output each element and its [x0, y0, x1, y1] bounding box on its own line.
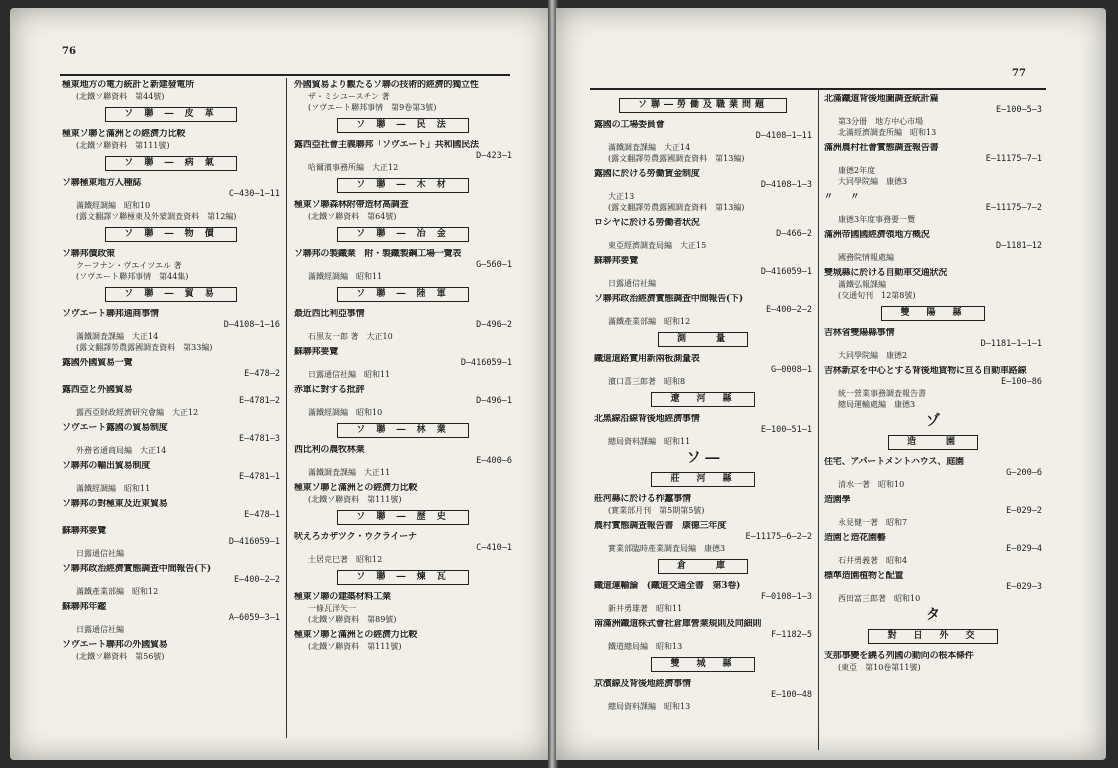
catalog-entry — [62, 564, 280, 597]
entry-detail: 西田富三郎著 昭和10 — [838, 594, 921, 603]
entry-detail: 清水一著 昭和10 — [838, 480, 905, 489]
entry-detail: (露文翻譯勞農露國調査資料 第13編) — [608, 154, 745, 163]
entry-title: 露西亞社會主義聯邦「ソヴエート」共和國民法 — [294, 140, 479, 150]
column-divider — [286, 78, 287, 738]
call-number: D―1181―12 — [824, 241, 1042, 252]
left-page-column-2 — [294, 80, 512, 657]
section-heading — [62, 227, 280, 242]
entry-detail: 滿鐵弘報課編 — [838, 280, 886, 289]
call-number: D―416059―1 — [62, 537, 280, 548]
call-number: D―4108―1―11 — [594, 131, 812, 142]
call-number: E―100―86 — [824, 377, 1042, 388]
section-heading-label: ソ 聯 ― 冶 金 — [337, 227, 469, 242]
entry-detail: (北鐵ソ聯資料 第44號) — [76, 92, 165, 101]
section-heading-label: 雙 城 縣 — [651, 657, 754, 672]
entry-title: ソ聯邦價政策 — [62, 249, 115, 259]
entry-title: 滿洲帝國國經濟領地方概況 — [824, 230, 930, 240]
catalog-entry — [62, 640, 280, 662]
entry-title: 造園學 — [824, 495, 851, 505]
entry-detail: (實業部月刊 第5期第5號) — [608, 506, 705, 515]
call-number: D―1181―1―1―1 — [824, 339, 1042, 350]
entry-detail: 石井勇義著 昭和4 — [838, 556, 908, 565]
entry-title: 外國貿易より觀たるソ聯の技術的經濟的獨立性 — [294, 80, 479, 90]
entry-detail: (露文翻譯勞農露國調査資料 第13編) — [608, 203, 745, 212]
catalog-entry — [294, 445, 512, 478]
entry-detail: 大同學院編 康德3 — [838, 177, 908, 186]
top-rule — [60, 74, 510, 76]
entry-detail: 日露通信社編 — [76, 549, 124, 558]
entry-title: 吉林新京を中心とする背後地貨物に亘る自動車路線 — [824, 366, 1027, 376]
entry-detail: ザ・ミシユースチン 著 — [308, 92, 390, 101]
column-divider — [818, 90, 819, 750]
entry-title: 蘇聯邦要覽 — [62, 526, 107, 536]
section-heading-label: ソ 聯 ― 煉 瓦 — [337, 570, 469, 585]
call-number: D―416059―1 — [294, 358, 512, 369]
section-heading — [824, 306, 1042, 321]
entry-title: 鐵道運輸論 (鐵道交通全書 第3卷) — [594, 581, 741, 591]
entry-detail: 康德3年度事務要一覽 — [838, 215, 916, 224]
call-number: D―4108―1―16 — [62, 320, 280, 331]
entry-detail: (東亞 第10卷第11號) — [838, 663, 921, 672]
catalog-entry — [62, 526, 280, 559]
catalog-entry — [294, 483, 512, 505]
call-number: D―466―2 — [594, 229, 812, 240]
section-heading — [294, 178, 512, 193]
entry-title: 露國外國貿易一覽 — [62, 358, 133, 368]
section-heading — [594, 392, 812, 407]
call-number: G―0008―1 — [594, 365, 812, 376]
entry-title: ソ聯邦の輸出貿易制度 — [62, 461, 151, 471]
call-number: E―400―2―2 — [594, 305, 812, 316]
entry-detail: 外務省通商局編 大正14 — [76, 446, 167, 455]
section-heading-label: 莊 河 縣 — [651, 472, 754, 487]
section-heading-label: 遼 河 縣 — [651, 392, 754, 407]
entry-title: ソヴエート聯邦の外國貿易 — [62, 640, 168, 650]
entry-detail: 滿鐵調査課編 大正14 — [608, 143, 691, 152]
section-heading — [62, 287, 280, 302]
catalog-entry — [62, 385, 280, 418]
entry-detail: 大同學院編 康德2 — [838, 351, 908, 360]
call-number: E―11175―6―2―2 — [594, 532, 812, 543]
entry-title: 住宅、アパートメントハウス、庭園 — [824, 457, 964, 467]
entry-title: ソ聯邦政治經濟實態調査中間報告(下) — [594, 294, 743, 304]
entry-detail: 總局資料課編 昭和11 — [608, 437, 691, 446]
right-page-column-2 — [824, 94, 1042, 678]
entry-title: 滿洲農村社會實態調査報告書 — [824, 143, 939, 153]
entry-detail: (露文翻譯勞農露國調査資料 第33編) — [76, 343, 213, 352]
entry-title: 極東ソ聯と滿洲との經濟力比較 — [294, 630, 418, 640]
entry-title: ソヴエート聯邦通商事情 — [62, 309, 159, 319]
catalog-entry — [824, 268, 1042, 301]
section-heading — [594, 472, 812, 487]
catalog-entry — [594, 294, 812, 327]
catalog-entry — [62, 461, 280, 494]
entry-detail: 滿鐵產業部編 昭和12 — [608, 317, 691, 326]
entry-title: 造園と造花園藝 — [824, 533, 886, 543]
catalog-entry — [594, 120, 812, 164]
kana-index-heading: タ — [926, 607, 940, 623]
call-number: D―4108―1―3 — [594, 180, 812, 191]
call-number: E―4781―1 — [62, 472, 280, 483]
call-number: C―430―1―11 — [62, 189, 280, 200]
catalog-entry — [594, 679, 812, 712]
section-heading-label: ソ 聯 ― 林 業 — [337, 423, 469, 438]
catalog-entry — [594, 581, 812, 614]
entry-title: 極東ソ聯と滿洲との經濟力比較 — [62, 129, 186, 139]
catalog-entry — [824, 457, 1042, 490]
entry-title: 莊河縣に於ける柞蠶事情 — [594, 494, 691, 504]
entry-detail: (ソヴエート聯邦事情 第9卷第3號) — [308, 103, 437, 112]
entry-detail: (北鐵ソ聯資料 第56號) — [76, 652, 165, 661]
entry-detail: 國務院情報處編 — [838, 253, 894, 262]
catalog-entry — [824, 366, 1042, 410]
section-heading-label: 倉 庫 — [658, 559, 748, 574]
entry-detail: (北鐵ソ聯資料 第111號) — [308, 495, 402, 504]
catalog-entry — [594, 521, 812, 554]
catalog-entry — [294, 592, 512, 625]
entry-detail: 實業部臨時產業調査局編 康德3 — [608, 544, 726, 553]
section-heading-label: ソ 聯 ― 病 氣 — [105, 156, 237, 171]
catalog-entry — [824, 230, 1042, 263]
entry-detail: 哈爾濱事務所編 大正12 — [308, 163, 399, 172]
call-number: D―496―1 — [294, 396, 512, 407]
catalog-entry — [294, 309, 512, 342]
entry-detail: 滿鐵產業部編 昭和12 — [76, 587, 159, 596]
entry-title: 極東ソ聯と滿洲との經濟力比較 — [294, 483, 418, 493]
entry-detail: 滿鐵經調編 昭和10 — [308, 408, 383, 417]
catalog-entry — [62, 80, 280, 102]
right-page-column-1 — [594, 94, 812, 717]
entry-detail: 康德2年度 — [838, 166, 876, 175]
call-number: E―4781―2 — [62, 396, 280, 407]
section-heading — [824, 629, 1042, 644]
entry-title: 蘇聯邦要覽 — [594, 256, 639, 266]
entry-detail: (北鐵ソ聯資料 第111號) — [76, 141, 170, 150]
section-heading — [594, 657, 812, 672]
entry-detail: 露西亞財政經濟研究會編 大正12 — [76, 408, 199, 417]
section-heading — [294, 510, 512, 525]
entry-detail: 新井勇雄著 昭和11 — [608, 604, 683, 613]
entry-detail: (北鐵ソ聯資料 第111號) — [308, 642, 402, 651]
section-heading — [294, 287, 512, 302]
entry-detail: 日露通信社編 — [76, 625, 124, 634]
entry-title: 北滿鐵道背後地圖調査統計篇 — [824, 94, 939, 104]
entry-detail: 滿鐵經調編 昭和11 — [308, 272, 383, 281]
entry-title: 極東ソ聯森林附帶造材高調査 — [294, 200, 409, 210]
catalog-entry — [294, 140, 512, 173]
entry-title: 南滿洲鐵道株式會社倉庫營業規則及同細則 — [594, 619, 762, 629]
kana-index-heading: ゾ — [926, 413, 940, 429]
entry-title: 吉林省雙陽縣事情 — [824, 328, 895, 338]
call-number: E―478―2 — [62, 369, 280, 380]
entry-title: 〃 〃 — [824, 192, 860, 202]
entry-detail: 土居克巳著 昭和12 — [308, 555, 383, 564]
catalog-entry — [62, 249, 280, 282]
section-heading-label: ソ 聯 ― 陸 軍 — [337, 287, 469, 302]
section-heading-label: 造 園 — [888, 435, 978, 450]
entry-detail: 總局運輸處編 康德3 — [838, 400, 916, 409]
entry-detail: 日露通信社編 — [608, 279, 656, 288]
catalog-entry — [62, 358, 280, 380]
entry-title: 最近西比利亞事情 — [294, 309, 365, 319]
catalog-entry — [294, 630, 512, 652]
entry-title: 京濱線及背後地經濟事情 — [594, 679, 691, 689]
call-number: A―6059―3―1 — [62, 613, 280, 624]
catalog-entry — [294, 532, 512, 565]
entry-detail: 總局資料課編 昭和13 — [608, 702, 691, 711]
section-heading-label: ソ 聯 ― 木 材 — [337, 178, 469, 193]
section-heading-label: ソ 聯 ― 皮 革 — [105, 107, 237, 122]
entry-detail: 日露通信社編 昭和11 — [308, 370, 391, 379]
catalog-entry — [294, 80, 512, 113]
call-number: G―200―6 — [824, 468, 1042, 479]
call-number: E―100―48 — [594, 690, 812, 701]
catalog-entry — [824, 94, 1042, 138]
catalog-entry — [594, 354, 812, 387]
catalog-entry — [62, 602, 280, 635]
section-heading — [294, 423, 512, 438]
call-number: E―400―2―2 — [62, 575, 280, 586]
catalog-entry — [294, 200, 512, 222]
call-number: E―029―2 — [824, 506, 1042, 517]
entry-detail: (北鐵ソ聯資料 第89號) — [308, 615, 397, 624]
catalog-entry — [594, 619, 812, 652]
entry-detail: クーフナン・ヴエイツエル 著 — [76, 261, 182, 270]
entry-title: 北黑線沿線背後地經濟事情 — [594, 414, 700, 424]
entry-detail: 統一營業事務調査報告書 — [838, 389, 926, 398]
catalog-entry — [62, 499, 280, 521]
call-number: E―029―4 — [824, 544, 1042, 555]
section-heading — [62, 107, 280, 122]
section-heading — [594, 559, 812, 574]
call-number: D―416059―1 — [594, 267, 812, 278]
catalog-entry — [594, 414, 812, 447]
catalog-entry — [294, 249, 512, 282]
catalog-entry — [62, 309, 280, 353]
entry-title: 支那事變を繞る列國の動向の根本條件 — [824, 651, 974, 661]
call-number: E―100―5―3 — [824, 105, 1042, 116]
entry-title: 露國の工場委員會 — [594, 120, 665, 130]
entry-title: 蘇聯邦年鑑 — [62, 602, 107, 612]
right-page — [556, 8, 1106, 760]
entry-title: ソ聯邦の對極東及近東貿易 — [62, 499, 168, 509]
catalog-entry — [294, 385, 512, 418]
call-number: E―4781―3 — [62, 434, 280, 445]
call-number: E―11175―7―1 — [824, 154, 1042, 165]
entry-detail: 滿鐵經調編 昭和11 — [76, 484, 151, 493]
entry-title: 極東地方の電力統計と新建發電所 — [62, 80, 195, 90]
entry-title: 赤軍に對する批評 — [294, 385, 365, 395]
catalog-entry — [824, 651, 1042, 673]
entry-detail: 永見健一著 昭和7 — [838, 518, 908, 527]
section-heading — [294, 118, 512, 133]
section-heading-label: ソ 聯 ― 物 價 — [105, 227, 237, 242]
page-number: 77 — [1012, 68, 1026, 79]
catalog-entry — [62, 129, 280, 151]
catalog-entry — [62, 423, 280, 456]
left-page-column-1 — [62, 80, 280, 667]
entry-detail: 一條瓦洋矢一 — [308, 604, 356, 613]
section-heading-label: 測 量 — [658, 332, 748, 347]
catalog-entry — [62, 178, 280, 222]
entry-title: 鐵道道路實用新兩板測量表 — [594, 354, 700, 364]
entry-title: 蘇聯邦要覽 — [294, 347, 339, 357]
call-number: E―11175―7―2 — [824, 203, 1042, 214]
entry-title: ロシヤに於ける勞働者状況 — [594, 218, 700, 228]
entry-detail: 滿鐵經調編 昭和10 — [76, 201, 151, 210]
entry-title: ソ聯邦政治經濟實態調査中間報告(下) — [62, 564, 211, 574]
entry-title: 吠えろカザツク・ウクライーナ — [294, 532, 417, 542]
section-heading — [294, 227, 512, 242]
catalog-entry — [824, 533, 1042, 566]
catalog-entry — [594, 218, 812, 251]
entry-title: 露西亞と外國貿易 — [62, 385, 133, 395]
entry-title: 標準造園植物と配置 — [824, 571, 904, 581]
entry-detail: 第3分冊 地方中心市場 — [838, 117, 924, 126]
section-heading-label: ソ 聯 ― 歴 史 — [337, 510, 469, 525]
entry-detail: 滿鐵調査課編 大正11 — [308, 468, 391, 477]
entry-detail: 濱口喜三郎著 昭和8 — [608, 377, 686, 386]
call-number: F―0108―1―3 — [594, 592, 812, 603]
call-number: G―560―1 — [294, 260, 512, 271]
entry-title: ソ聯極東地方人種誌 — [62, 178, 142, 188]
catalog-entry — [824, 143, 1042, 187]
call-number: E―478―1 — [62, 510, 280, 521]
section-heading-label: 雙 陽 縣 — [881, 306, 984, 321]
kana-index-heading: ソ ― — [686, 450, 720, 466]
entry-detail: (交通旬刊 12第8號) — [838, 291, 916, 300]
entry-title: ソ聯邦の製鐵業 附・製鐵製鋼工場一覽表 — [294, 249, 462, 259]
entry-detail: 東亞經濟調査局編 大正15 — [608, 241, 707, 250]
entry-detail: (露文翻譯ソ聯極東及外蒙調査資料 第12編) — [76, 212, 237, 221]
entry-detail: (北鐵ソ聯資料 第64號) — [308, 212, 397, 221]
entry-detail: 大正13 — [608, 192, 635, 201]
call-number: F―1182―5 — [594, 630, 812, 641]
entry-detail: 滿鐵調査課編 大正14 — [76, 332, 159, 341]
catalog-entry — [824, 495, 1042, 528]
page-number: 76 — [62, 46, 76, 57]
catalog-entry — [824, 328, 1042, 361]
catalog-entry — [824, 571, 1042, 604]
call-number: D―423―1 — [294, 151, 512, 162]
section-heading-label: 對 日 外 交 — [868, 629, 997, 644]
section-heading-label: ソ 聯 ― 民 法 — [337, 118, 469, 133]
section-heading — [824, 435, 1042, 450]
catalog-entry — [594, 256, 812, 289]
entry-detail: 鐵道總局編 昭和13 — [608, 642, 683, 651]
entry-detail: (ソヴエート聯邦事情 第44集) — [76, 272, 189, 281]
section-heading — [62, 156, 280, 171]
section-heading — [294, 570, 512, 585]
section-heading-label: ソ聯―勞働及職業問題 — [619, 98, 787, 113]
catalog-entry — [294, 347, 512, 380]
section-heading — [594, 332, 812, 347]
call-number: E―400―6 — [294, 456, 512, 467]
call-number: E―029―3 — [824, 582, 1042, 593]
left-page — [10, 8, 550, 760]
call-number: D―496―2 — [294, 320, 512, 331]
catalog-entry — [594, 494, 812, 516]
call-number: C―410―1 — [294, 543, 512, 554]
entry-title: ソヴエート露國の貿易制度 — [62, 423, 168, 433]
entry-title: 西比利の農牧林業 — [294, 445, 365, 455]
entry-detail: 石黒友一郎 著 大正10 — [308, 332, 393, 341]
section-heading-label: ソ 聯 ― 貿 易 — [105, 287, 237, 302]
entry-title: 雙城縣に於ける自動車交通狀況 — [824, 268, 948, 278]
catalog-entry — [824, 192, 1042, 225]
entry-detail: 北滿經濟調査所編 昭和13 — [838, 128, 937, 137]
call-number: E―100―51―1 — [594, 425, 812, 436]
catalog-entry — [594, 169, 812, 213]
section-heading — [594, 98, 812, 113]
entry-title: 極東ソ聯の建築材料工業 — [294, 592, 391, 602]
entry-title: 露國に於ける勞働賃金制度 — [594, 169, 700, 179]
entry-title: 農村實態調査報告書 康德三年度 — [594, 521, 727, 531]
